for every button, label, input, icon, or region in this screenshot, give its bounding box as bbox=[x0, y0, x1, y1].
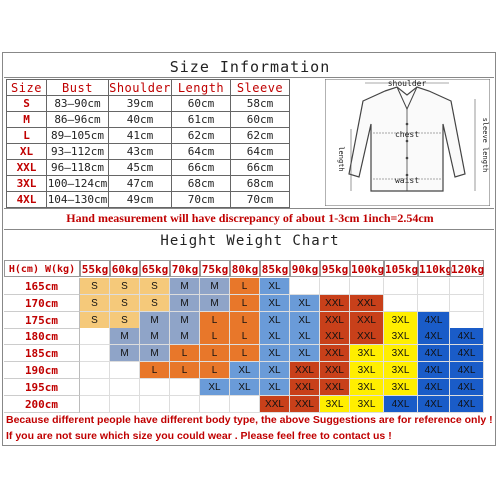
size-cell: 43cm bbox=[109, 144, 172, 160]
size-cell: 86–96cm bbox=[47, 112, 109, 128]
size-label: XXL bbox=[7, 160, 47, 176]
size-cell: 60cm bbox=[172, 96, 231, 112]
size-cell: 3XL bbox=[384, 379, 418, 396]
size-header-bust: Bust bbox=[47, 80, 109, 96]
height-label: 180cm bbox=[4, 328, 80, 345]
divider bbox=[4, 77, 494, 78]
size-cell: S bbox=[110, 312, 140, 329]
size-cell: L bbox=[170, 345, 200, 362]
shoulder-label: shoulder bbox=[387, 79, 427, 88]
size-cell: L bbox=[200, 345, 230, 362]
size-cell: 61cm bbox=[172, 112, 231, 128]
size-cell: XL bbox=[230, 362, 260, 379]
size-cell: S bbox=[80, 295, 110, 312]
size-cell bbox=[200, 396, 230, 413]
size-cell bbox=[350, 278, 384, 295]
size-cell: 47cm bbox=[109, 176, 172, 192]
size-cell: 3XL bbox=[320, 396, 350, 413]
weight-header: 75kg bbox=[200, 260, 230, 277]
size-cell bbox=[80, 345, 110, 362]
size-cell: XXL bbox=[320, 345, 350, 362]
size-cell bbox=[450, 278, 484, 295]
size-cell: L bbox=[230, 278, 260, 295]
size-cell: M bbox=[110, 345, 140, 362]
size-cell bbox=[110, 396, 140, 413]
size-cell: XL bbox=[290, 345, 320, 362]
size-cell: XXL bbox=[320, 295, 350, 312]
size-cell: 4XL bbox=[418, 328, 450, 345]
weight-header: 120kg bbox=[450, 260, 484, 277]
size-cell: L bbox=[140, 362, 170, 379]
size-cell: 68cm bbox=[231, 176, 290, 192]
size-info-title: Size Information bbox=[169, 58, 331, 76]
size-cell bbox=[80, 328, 110, 345]
height-label: 185cm bbox=[4, 345, 80, 362]
size-cell bbox=[384, 295, 418, 312]
size-cell: 4XL bbox=[384, 396, 418, 413]
height-row bbox=[4, 295, 494, 312]
size-cell bbox=[80, 396, 110, 413]
size-cell: 68cm bbox=[172, 176, 231, 192]
size-cell: XL bbox=[200, 379, 230, 396]
size-cell: L bbox=[230, 312, 260, 329]
size-cell: 4XL bbox=[418, 379, 450, 396]
size-row bbox=[7, 160, 290, 176]
size-cell: 3XL bbox=[384, 345, 418, 362]
size-cell: XXL bbox=[290, 379, 320, 396]
size-label: L bbox=[7, 128, 47, 144]
size-cell: XXL bbox=[350, 295, 384, 312]
height-label: 190cm bbox=[4, 362, 80, 379]
size-cell: 3XL bbox=[350, 396, 384, 413]
size-cell: S bbox=[140, 295, 170, 312]
size-cell: XXL bbox=[320, 312, 350, 329]
chest-label: chest bbox=[394, 130, 420, 139]
measurement-note: Hand measurement will have discrepancy of about 1-3cm 1inch=2.54cm bbox=[66, 211, 434, 225]
size-cell: XL bbox=[290, 328, 320, 345]
size-cell: XL bbox=[230, 379, 260, 396]
size-cell: 3XL bbox=[350, 362, 384, 379]
size-row bbox=[7, 176, 290, 192]
size-cell: M bbox=[140, 345, 170, 362]
weight-header: 80kg bbox=[230, 260, 260, 277]
size-cell: M bbox=[170, 328, 200, 345]
size-row bbox=[7, 112, 290, 128]
size-cell: 64cm bbox=[231, 144, 290, 160]
size-cell bbox=[230, 396, 260, 413]
size-cell: XL bbox=[260, 345, 290, 362]
size-header-size: Size bbox=[7, 80, 47, 96]
size-cell: XXL bbox=[260, 396, 290, 413]
size-cell: L bbox=[200, 362, 230, 379]
size-cell: 3XL bbox=[350, 345, 384, 362]
size-cell: 3XL bbox=[384, 312, 418, 329]
waist-label: waist bbox=[394, 176, 420, 185]
size-cell: XL bbox=[290, 295, 320, 312]
size-cell bbox=[110, 379, 140, 396]
weight-header: 95kg bbox=[320, 260, 350, 277]
size-cell bbox=[290, 278, 320, 295]
size-label: M bbox=[7, 112, 47, 128]
divider bbox=[4, 208, 494, 209]
size-cell: 4XL bbox=[450, 396, 484, 413]
size-cell: XXL bbox=[290, 362, 320, 379]
size-cell: L bbox=[170, 362, 200, 379]
size-cell: 49cm bbox=[109, 192, 172, 208]
height-label: 165cm bbox=[4, 278, 80, 295]
size-cell: 3XL bbox=[384, 328, 418, 345]
size-cell: XL bbox=[260, 362, 290, 379]
size-cell: 4XL bbox=[418, 396, 450, 413]
size-header-length: Length bbox=[172, 80, 231, 96]
size-cell: M bbox=[170, 278, 200, 295]
size-cell: M bbox=[200, 278, 230, 295]
size-cell: 4XL bbox=[418, 345, 450, 362]
height-row bbox=[4, 396, 494, 413]
weight-header: 100kg bbox=[350, 260, 384, 277]
weight-header: 70kg bbox=[170, 260, 200, 277]
size-cell: 4XL bbox=[450, 379, 484, 396]
size-cell: S bbox=[80, 312, 110, 329]
size-cell: 4XL bbox=[418, 312, 450, 329]
height-row bbox=[4, 278, 494, 295]
weight-header: 105kg bbox=[384, 260, 418, 277]
size-table bbox=[6, 79, 290, 208]
size-cell: 45cm bbox=[109, 160, 172, 176]
size-cell: 39cm bbox=[109, 96, 172, 112]
height-row bbox=[4, 379, 494, 396]
size-cell bbox=[418, 278, 450, 295]
weight-header-row bbox=[4, 260, 494, 277]
size-cell: 3XL bbox=[350, 379, 384, 396]
height-row bbox=[4, 312, 494, 329]
size-row bbox=[7, 128, 290, 144]
size-cell: 100–124cm bbox=[47, 177, 108, 190]
shirt-diagram bbox=[325, 79, 490, 206]
size-cell bbox=[418, 295, 450, 312]
size-cell: M bbox=[200, 295, 230, 312]
size-cell: M bbox=[140, 328, 170, 345]
size-cell bbox=[140, 396, 170, 413]
size-label: S bbox=[7, 96, 47, 112]
weight-header: 55kg bbox=[80, 260, 110, 277]
height-row bbox=[4, 328, 494, 345]
size-cell: S bbox=[110, 278, 140, 295]
size-cell: 70cm bbox=[172, 192, 231, 208]
size-cell: M bbox=[170, 295, 200, 312]
size-cell: 66cm bbox=[172, 160, 231, 176]
size-cell bbox=[170, 396, 200, 413]
corner-label: H(cm) W(kg) bbox=[4, 260, 80, 277]
size-cell: L bbox=[230, 295, 260, 312]
size-cell: XL bbox=[290, 312, 320, 329]
weight-header: 65kg bbox=[140, 260, 170, 277]
height-label: 170cm bbox=[4, 295, 80, 312]
size-header-shoulder: Shoulder bbox=[109, 80, 171, 95]
size-cell: M bbox=[170, 312, 200, 329]
size-cell: 62cm bbox=[172, 128, 231, 144]
size-cell: XL bbox=[260, 278, 290, 295]
size-cell: S bbox=[140, 278, 170, 295]
size-cell: XL bbox=[260, 312, 290, 329]
divider bbox=[4, 229, 494, 230]
size-cell: 70cm bbox=[231, 192, 290, 208]
size-cell: L bbox=[230, 345, 260, 362]
size-cell: 4XL bbox=[450, 328, 484, 345]
size-cell bbox=[320, 278, 350, 295]
size-cell: XXL bbox=[320, 379, 350, 396]
size-cell: XXL bbox=[290, 396, 320, 413]
size-label: 4XL bbox=[7, 192, 47, 208]
size-cell bbox=[384, 278, 418, 295]
height-label: 175cm bbox=[4, 312, 80, 329]
sleeve-length-label: sleeve length bbox=[481, 117, 489, 173]
size-cell bbox=[140, 379, 170, 396]
size-cell: M bbox=[140, 312, 170, 329]
length-label: length bbox=[337, 146, 345, 172]
size-cell: 4XL bbox=[450, 362, 484, 379]
size-cell: XL bbox=[260, 328, 290, 345]
size-row bbox=[7, 96, 290, 112]
size-cell bbox=[80, 379, 110, 396]
size-cell: 89–105cm bbox=[47, 128, 109, 144]
height-row bbox=[4, 345, 494, 362]
size-cell: 83–90cm bbox=[47, 96, 109, 112]
size-cell: XL bbox=[260, 295, 290, 312]
size-cell: 58cm bbox=[231, 96, 290, 112]
size-cell: L bbox=[200, 328, 230, 345]
size-cell: L bbox=[230, 328, 260, 345]
footer-disclaimer: Because different people have different body type, the above Suggestions are for reference only ! If you are not sure which size you could wear . Please feel free to contact us ! bbox=[6, 414, 493, 442]
size-cell: 62cm bbox=[231, 128, 290, 144]
weight-header: 60kg bbox=[110, 260, 140, 277]
height-label: 195cm bbox=[4, 379, 80, 396]
weight-header: 110kg bbox=[418, 260, 450, 277]
height-weight-title: Height Weight Chart bbox=[160, 233, 340, 249]
size-cell: 41cm bbox=[109, 128, 172, 144]
size-cell: XXL bbox=[320, 328, 350, 345]
weight-header: 85kg bbox=[260, 260, 290, 277]
size-cell: 66cm bbox=[231, 160, 290, 176]
size-cell: XL bbox=[260, 379, 290, 396]
size-cell: M bbox=[110, 328, 140, 345]
size-cell bbox=[170, 379, 200, 396]
size-cell: 3XL bbox=[384, 362, 418, 379]
size-row bbox=[7, 144, 290, 160]
height-row bbox=[4, 362, 494, 379]
size-cell: XXL bbox=[320, 362, 350, 379]
size-cell: S bbox=[80, 278, 110, 295]
size-cell bbox=[450, 295, 484, 312]
size-cell: 96–118cm bbox=[47, 160, 109, 176]
height-label: 200cm bbox=[4, 396, 80, 413]
size-cell: 40cm bbox=[109, 112, 172, 128]
size-label: 3XL bbox=[7, 176, 47, 192]
size-cell: XXL bbox=[350, 328, 384, 345]
size-cell: 104–130cm bbox=[47, 193, 108, 206]
size-row bbox=[7, 192, 290, 208]
size-cell: XXL bbox=[350, 312, 384, 329]
size-cell: L bbox=[200, 312, 230, 329]
size-table-header bbox=[7, 80, 290, 96]
size-cell bbox=[450, 312, 484, 329]
size-label: XL bbox=[7, 144, 47, 160]
size-cell: 60cm bbox=[231, 112, 290, 128]
weight-header: 90kg bbox=[290, 260, 320, 277]
size-cell: 93–112cm bbox=[47, 144, 109, 160]
size-cell: 4XL bbox=[418, 362, 450, 379]
size-cell: 4XL bbox=[450, 345, 484, 362]
size-cell: 64cm bbox=[172, 144, 231, 160]
size-cell bbox=[110, 362, 140, 379]
size-cell: S bbox=[110, 295, 140, 312]
size-cell bbox=[80, 362, 110, 379]
size-header-sleeve: Sleeve bbox=[231, 80, 290, 96]
